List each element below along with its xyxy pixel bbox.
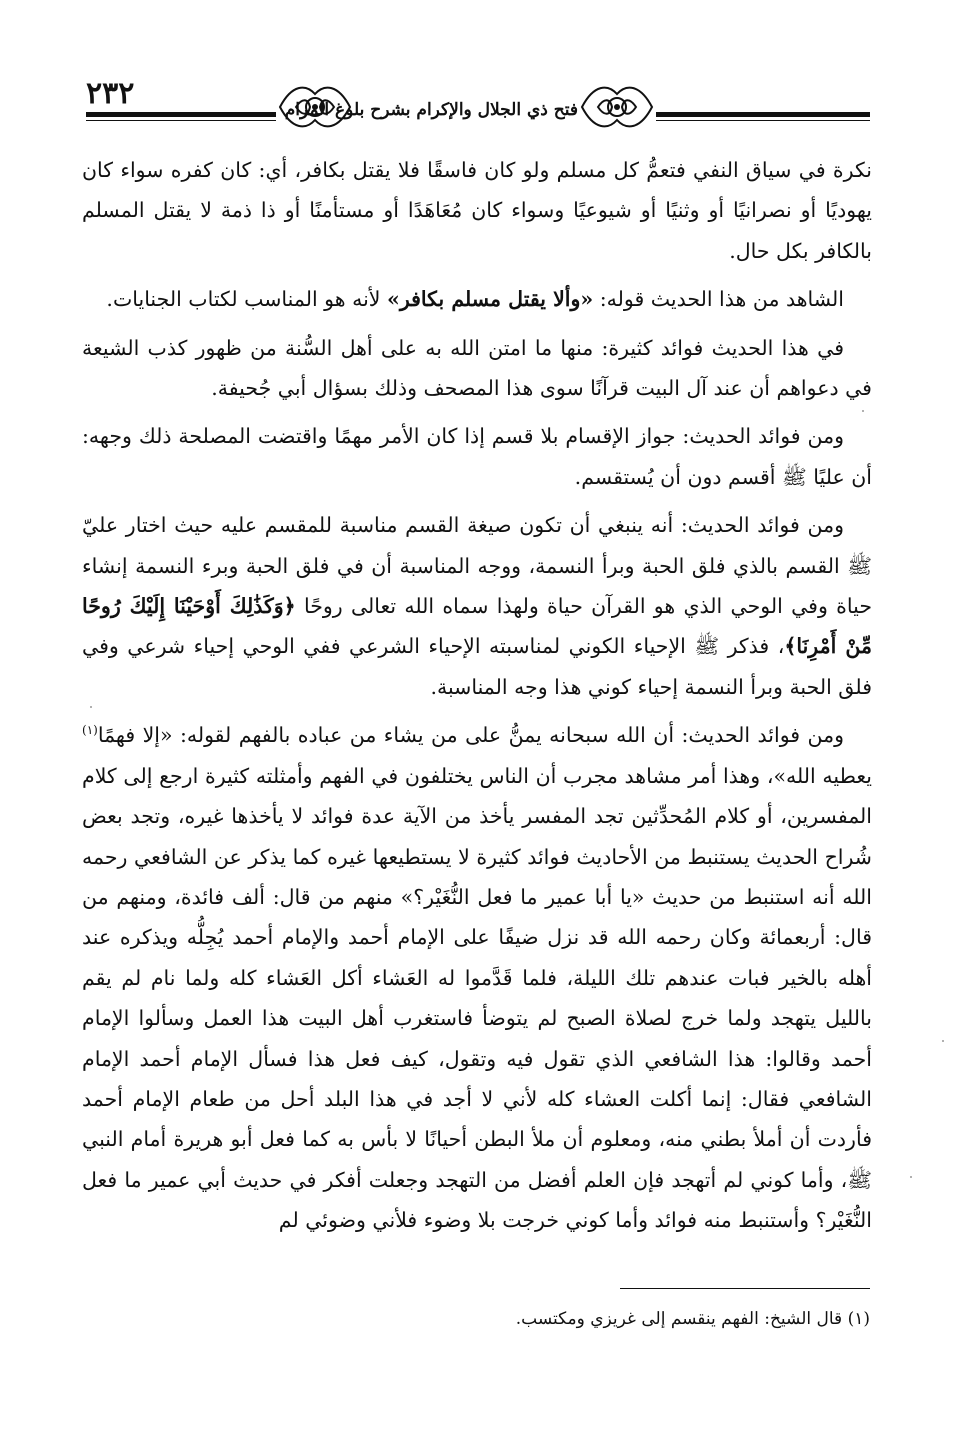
text-run: لأنه هو المناسب لكتاب الجنايات.	[106, 287, 387, 312]
quoted-text: ﴿وَكَذَٰلِكَ أَوْحَيْنَا إِلَيْكَ رُوحًا مِّنْ أَمْرِنَا﴾	[82, 594, 872, 659]
text-run: في هذا الحديث فوائد كثيرة: منها ما امتن الله به على أهل السُّنة من ظهور كذب الشيعة في دعواهم أن عند آل البيت قرآنًا سوى هذا المصحف وذلك بسؤال أبي جُحيفة.	[82, 335, 872, 401]
text-run: ، فذكر ﷺ الإحياء الكوني لمناسبته الإحياء الشرعي ففي الوحي إحياء شرعي وفي فلق الحبة وبرأ النسمة إحياء كوني هذا وجه المناسبة.	[82, 634, 872, 699]
scan-speck	[910, 1176, 912, 1178]
text-run: ومن فوائد الحديث: أنه ينبغي أن تكون صيغة القسم مناسبة للمقسم عليه حيث اختار عليّ ﷺ القسم بالذي فلق الحبة وبرأ النسمة، ووجه المناسبة أن في فلق الحبة وبرء النسمة إنشاء حياة وفي الوحي الذي هو القرآن حياة ولهذا سماه الله تعالى روحًا	[82, 513, 872, 619]
header-rule-left	[86, 112, 276, 117]
footnote-separator	[620, 1288, 870, 1289]
paragraph	[82, 505, 872, 707]
header-rule-right	[656, 112, 870, 117]
text-run: ومن فوائد الحديث: أن الله سبحانه يمنُّ على من يشاء من عباده بالفهم لقوله: «إلا فهمًا	[97, 723, 844, 748]
page-number: ٢٣٢	[86, 76, 135, 111]
book-title: فتح ذي الجلال والإكرام بشرح بلوغ المرام	[284, 100, 578, 120]
paragraph	[82, 279, 872, 319]
footnote-ref: (١)	[82, 723, 98, 738]
scan-speck	[862, 410, 864, 412]
text-run: نكرة في سياق النفي فتعمُّ كل مسلم ولو كان فاسقًا فلا يقتل بكافر، أي: كان كفره سواء كان يهوديًا أو نصرانيًا أو وثنيًا أو شيوعيًا وسواء كان مُعَاهَدًا أو مستأمنًا أو ذا ذمة لا يقتل المسلم بالكافر بكل حال.	[82, 158, 872, 263]
header-rule-left-thin	[86, 120, 276, 121]
paragraph	[82, 715, 872, 1240]
paragraph	[82, 150, 872, 271]
text-run: الشاهد من هذا الحديث قوله:	[593, 287, 844, 312]
scan-speck	[90, 706, 92, 708]
text-run: يعطيه الله»، وهذا أمر مشاهد مجرب أن الناس يختلفون في الفهم وأمثلته كثيرة ارجع إلى كلام المفسرين، أو كلام المُحدِّثين تجد المفسر يأخذ من الآية عدة فوائد لا يأخذها غيره، وتجد بعض شُراح الحديث يستنبط من الأحاديث فوائد كثيرة لا يستطيعها غيره كما يذكر عن الشافعي رحمه الله أنه استنبط من حديث «يا أبا عمير ما فعل النُّغَيْر؟» منهم من قال: ألف فائدة، ومنهم من قال: أربعمائة وكان رحمه الله قد نزل ضيفًا على الإمام أحمد والإمام أحمد يُجِلُّه ويذكره عند أهله بالخير فبات عندهم تلك الليلة، فلما قَدَّموا له العَشاء أكل العَشاء كله ولما نام لم يقم بالليل يتهجد ولما خرج لصلاة الصبح لم يتوضأ فاستغرب أهل البيت هذا العمل وسألوا الإمام أحمد وقالوا: هذا الشافعي الذي تقول فيه وتقول، كيف فعل هذا فسأل الإمام أحمد الإمام الشافعي فقال: إنما أكلت العشاء كله لأني لا أجد في هذا البلد أحل من طعام الإمام أحمد فأردت أن أملأ بطني منه، ومعلوم أن ملأ البطن أحيانًا لا بأس به كما فعل أبو هريرة أمام النبي ﷺ، وأما كوني لم أتهجد فإن العلم أفضل من التهجد وجعلت أفكر في حديث أبي عمير ما فعل النُّغَيْر؟ وأستنبط منه فوائد وأما كوني خرجت بلا وضوء فلأني وضوئي لم	[82, 763, 872, 1233]
body-text	[82, 150, 872, 1249]
paragraph	[82, 416, 872, 497]
scan-speck	[942, 1040, 944, 1042]
footnote: (١) قال الشيخ: الفهم ينقسم إلى غريزي ومكتسب.	[515, 1309, 870, 1329]
quoted-text: «وألا يقتل مسلم بكافر»	[387, 287, 594, 312]
paragraph	[82, 328, 872, 409]
ornament-right-icon	[578, 76, 656, 138]
text-run: ومن فوائد الحديث: جواز الإقسام بلا قسم إذا كان الأمر مهمًا واقتضت المصلحة ذلك وجهه: أن عليًا ﷺ أقسم دون أن يُستقسم.	[82, 424, 872, 489]
page-header	[86, 72, 870, 142]
header-rule-right-thin	[656, 120, 870, 121]
